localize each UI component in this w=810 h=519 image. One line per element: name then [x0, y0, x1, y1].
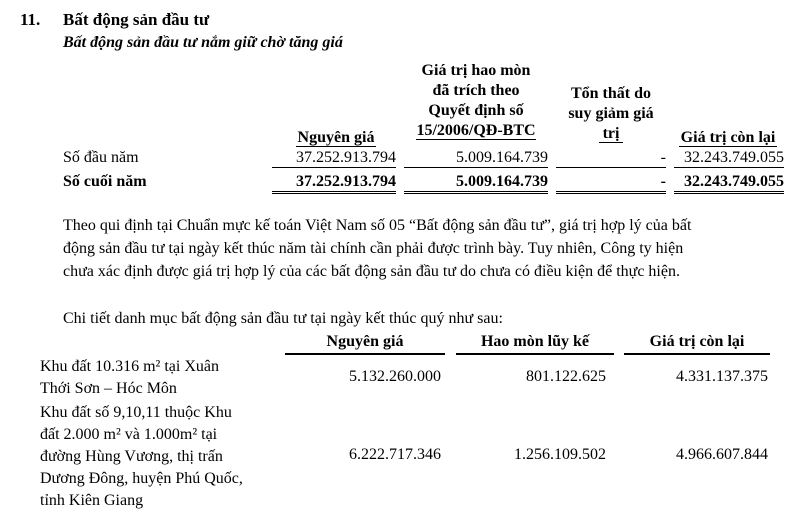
- t1-row2-impairment: -: [556, 173, 666, 194]
- t1-header-cost: Nguyên giá: [297, 129, 375, 146]
- t2-row2-cost: 6.222.717.346: [349, 446, 441, 463]
- detail-intro: Chi tiết danh mục bất động sản đầu tư tại ngày kết thúc quý như sau:: [63, 310, 503, 327]
- t1-header-remaining: Giá trị còn lại: [680, 129, 776, 146]
- t1-row1-depreciation: 5.009.164.739: [404, 149, 548, 168]
- t2-row2-remaining: 4.966.607.844: [676, 446, 768, 463]
- t1-row1-label: Số đầu năm: [63, 149, 139, 166]
- paragraph-line-1: Theo qui định tại Chuẩn mực kế toán Việt Nam số 05 “Bất động sản đầu tư”, giá trị hợp lý của bất: [63, 217, 692, 234]
- t2-row2-description: Khu đất số 9,10,11 thuộc Khu đất 2.000 m² và 1.000m² tại đường Hùng Vương, thị trấn Dương Đông, huyện Phú Quốc, tỉnh Kiên Giang: [40, 404, 243, 509]
- paragraph-line-2: động sản đầu tư tại ngày kết thúc năm tài chính cần phải được trình bày. Tuy nhiên, Công ty hiện: [63, 240, 684, 257]
- t1-header-impairment: Tổn thất do suy giảm giá trị: [568, 85, 654, 142]
- t1-row2-cost: 37.252.913.794: [272, 173, 396, 194]
- t2-row1-remaining: 4.331.137.375: [676, 368, 768, 385]
- t1-row1-impairment: -: [556, 149, 666, 168]
- t2-header-accumulated: Hao mòn lũy kế: [456, 332, 614, 355]
- t2-row1-accumulated: 801.122.625: [526, 368, 606, 385]
- section-title: Bất động sản đầu tư: [63, 10, 210, 29]
- t1-row1-remaining: 32.243.749.055: [674, 149, 784, 168]
- t2-row2-accumulated: 1.256.109.502: [514, 446, 606, 463]
- t1-row2-label: Số cuối năm: [63, 173, 147, 190]
- section-subtitle: Bất động sản đầu tư nắm giữ chờ tăng giá: [63, 34, 343, 51]
- t2-header-remaining: Giá trị còn lại: [624, 332, 770, 355]
- t1-row1-cost: 37.252.913.794: [272, 149, 396, 168]
- t2-row1-description: Khu đất 10.316 m² tại Xuân Thới Sơn – Hóc Môn: [40, 358, 219, 397]
- t1-header-depreciation: Giá trị hao mòn đã trích theo Quyết định số 15/2006/QĐ-BTC: [416, 62, 536, 139]
- t1-row2-depreciation: 5.009.164.739: [404, 173, 548, 194]
- t2-row1-cost: 5.132.260.000: [349, 368, 441, 385]
- t2-header-cost: Nguyên giá: [285, 332, 445, 355]
- paragraph-line-3: chưa xác định được giá trị hợp lý của các bất động sản đầu tư do chưa có điều kiện để thực hiện.: [63, 263, 680, 280]
- section-number: 11.: [20, 10, 41, 29]
- t1-row2-remaining: 32.243.749.055: [674, 173, 784, 194]
